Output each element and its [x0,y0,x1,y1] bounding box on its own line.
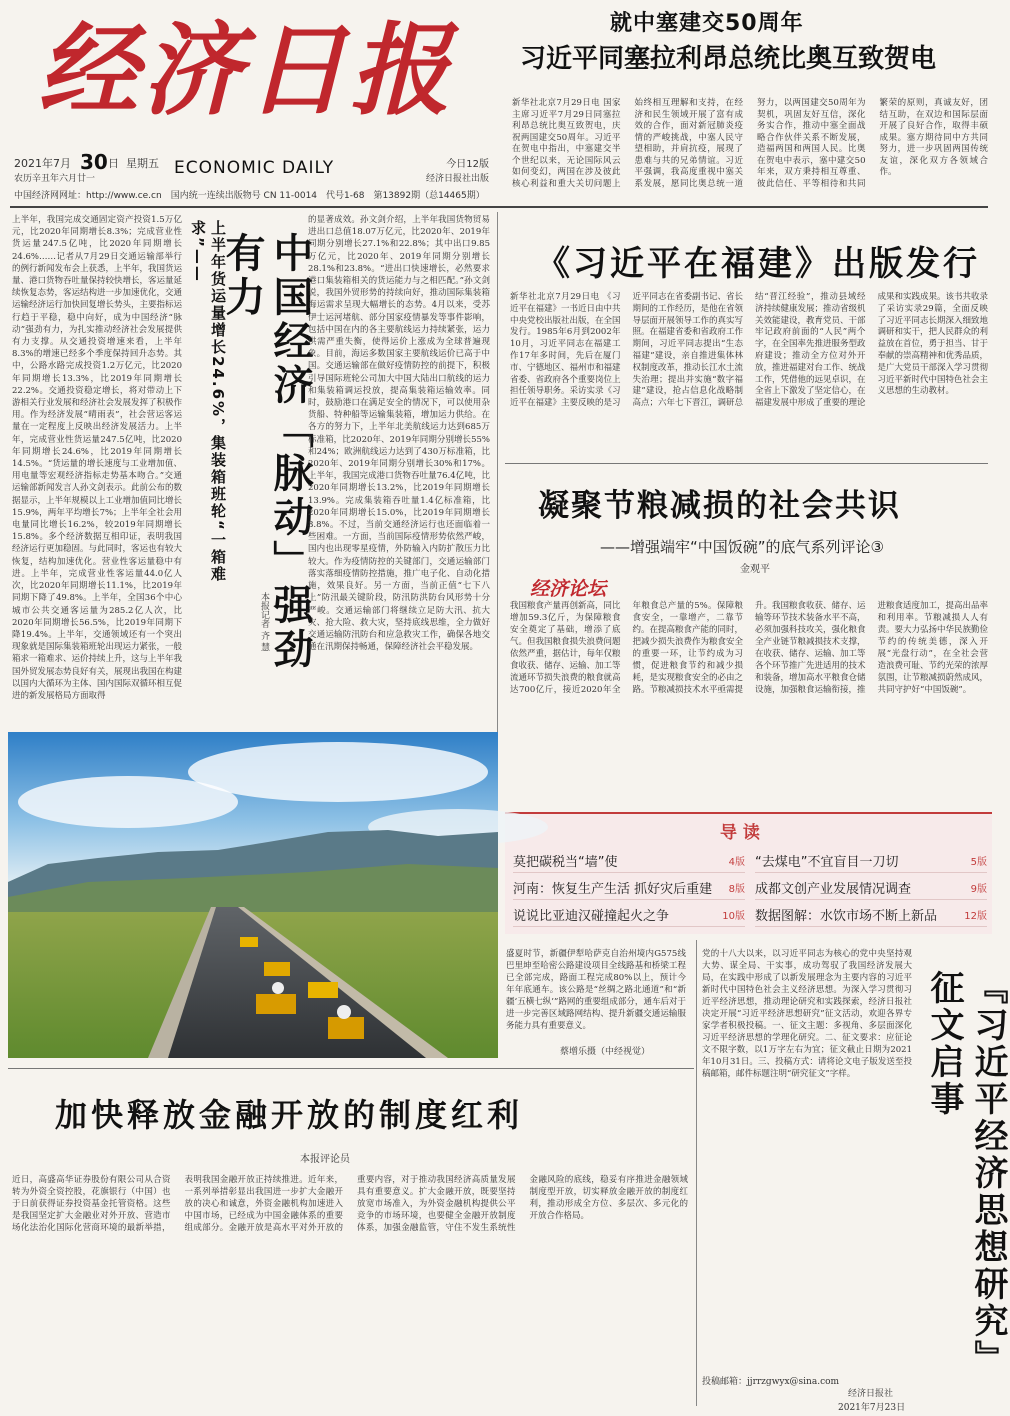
photo-caption: 盛夏时节，新疆伊犁哈萨克自治州境内G575线巴里坤至哈密公路建设项目全线路基和桥梁工程已全部完成，路面工程完成80%以上，预计今年年底通车。该公路是“丝绸之路北通道”和“新疆‘五横七纵’”路网的重要组成部分，通车后对于进一步完善区域路网结构、提升新疆交通运输服务能力具有重要意义。 [506,949,686,1031]
essay-body: 党的十八大以来，以习近平同志为核心的党中央坚持观大势、谋全局、干实事，成功驾驭了我国经济发展大局，在实践中形成了以新发展理念为主要内容的习近平新时代中国特色社会主义经济思想。为深入学习贯彻习近平经济思想，推动理论研究和实践探索，经济日报社决定开展“习近平经济思想研究”征文活动，欢迎各界专家学者积极投稿。一、征文主题：多视角、多层面深化习近平经济思想的学理化研究。二、征文要求：应征论文不限字数，以1万字左右为宜；征文截止日期为2021年10月31日。三、投稿方式：请将论文电子版发送至投稿邮箱，邮件标题注明“研究征文”字样。 [702,949,912,1079]
commentary-body: 我国粮食产量再创新高，同比增加59.3亿斤，为保障粮食安全奠定了基础，增添了底气。但我国粮食损失浪费问题依然严重，据估计，每年仅粮食收获、储存、运输、加工等流通环节损失浪费的粮食就高达700亿斤，接近2020年全年粮食总产量的5%。保障粮食安全，一靠增产，二靠节约。在提高粮食产能的同时，把减少损失浪费作为粮食安全的重要一环，让节约成为习惯，促进粮食节约和减少损耗，是实现粮食安全的必由之路。节粮减损技术水平亟需提升。我国粮食收获、储存、运输等环节技术装备水平不高，必须加强科技攻关，强化粮食全产业链节粮减损技术支撑，在收获、储存、运输、加工等各个环节推广先进适用的技术和装备，增加高水平粮食仓储设施，加强粮食运输衔接，推进粮食适度加工，提高出品率和利用率。节粮减损人人有责。要大力弘扬中华民族勤俭节约的传统美德，深入开展“光盘行动”，在全社会营造浪费可耻、节约光荣的浓厚氛围，让节粮减损蔚然成风，共同守护好“中国饭碗”。 [510,601,989,695]
finance-headline: 加快释放金融开放的制度红利 [55,1096,524,1134]
essay-email: 投稿邮箱：jjrrzgwyx@sina.com [702,1377,840,1387]
economy-col2: 的显著成效。孙文剑介绍，上半年我国货物贸易进出口总值18.07万亿元，比2020年、2019年同期分别增长27.1%和22.8%；其中出口9.85万亿元，比2020年、2019年同期分别增长28.1%和23.8%。“进出口快速增长，必然要求港口集装箱相关的货运能力与之相匹配。”孙文剑说，我国外贸形势的持续向好，推动国际集装箱海运需求呈现大幅增长的态势。4月以来，受苏伊士运河堵航、部分国家疫情暴发等事件影响，包括中国在内的各主要航线运力持续紧张，运力供需严重失衡，使得运价上涨成为全球普遍现象。目前，海运多数国家主要航线运价已高于中国。交通运输部在做好疫情防控的前提下，积极引导国际班轮公司加大中国大陆出口航线的运力和集装箱调运投放，提高集装箱运输效率。同时，鼓励港口在满足安全的情况下，可以使用杂货船、特种船等运输集装箱，增加运力供给。在各方的努力下，上半年北美航线运力达到685万标准箱，比2020年、2019年同期分别增长55%和24%；欧洲航线运力达到了430万标准箱，比2020年、2019年同期分别增长30%和17%。上半年，我国完成港口货物吞吐量76.4亿吨，比2020年同期增长13.2%，比2019年同期增长13.9%。完成集装箱吞吐量1.4亿标准箱，比2020年同期增长15.0%，比2019年同期增长8.8%。不过，当前交通经济运行也还面临着一些困难。一方面，当前国际疫情形势依然严峻，国内也出现零星疫情，外防输入内防扩散压力比较大。作为疫情防控的关键部门，交通运输部门落实落细疫情防控措施，推广电子化、自动化措施，效果良好。另一方面，当前正值“七下八上”防汛最关键阶段，防汛防洪防台风形势十分严峻。交通运输部门将继续立足防大汛、抗大灾、抢大险、救大灾，坚持底线思维，全力做好交通运输防汛防台和应急救灾工作，确保各地交通在汛期保持畅通，保障经济社会平稳发展。 [308,215,490,653]
machine-cab [272,982,284,994]
commentary-author: 金观平 [740,564,770,575]
divider-fujian [505,463,988,464]
photo-credit: 蔡增乐摄（中经视觉） [560,1047,651,1057]
masthead-logo [10,2,490,152]
roller-machine [308,982,338,998]
toc-item-label: 河南：恢复生产生活 抓好灾后重建 [513,881,713,897]
essay-date: 2021年7月23日 [838,1403,906,1413]
toc-item-page: 5版 [970,856,987,868]
masthead-date-row [14,152,489,182]
toc-item-label: 数据图解：水饮市场不断上新品 [755,908,938,924]
toc-item-page: 9版 [970,883,987,895]
fujian-headline: 《习近平在福建》出版发行 [536,244,980,284]
commentary-column-label: 经济论坛 [530,578,607,600]
roller-machine [264,962,290,976]
lunar-date: 农历辛丑年六月廿一 [14,174,96,184]
toc-item[interactable] [755,848,987,873]
toc-box [505,812,992,934]
toc-item-page: 8版 [728,883,745,895]
machine-cab [337,1005,351,1019]
commentary-headline: 凝聚节粮减损的社会共识 [538,488,901,524]
paver-machine [256,994,296,1014]
english-name: ECONOMIC DAILY [174,158,335,178]
road-construction-photo [8,732,498,1058]
toc-item-page: 4版 [728,856,745,868]
essay-signature: 经济日报社 [848,1389,894,1399]
toc-item-page: 10版 [722,910,745,922]
toc-item-label: 成都文创产业发展情况调查 [755,881,912,897]
toc-item[interactable] [513,848,745,873]
toc-item[interactable] [513,875,745,900]
toc-item-label: 说说比亚迪汉碰撞起火之争 [513,908,670,924]
weekday: 星期五 [126,157,159,170]
toc-item-page: 12版 [964,910,987,922]
toc-item[interactable] [755,875,987,900]
economy-headline: 中国经济「脉动」强劲有力 [219,232,313,672]
commentary-subtitle: ——增强端牢“中国饭碗”的底气系列评论③ [600,538,884,556]
date-day-suffix: 日 [108,157,119,170]
date-prefix: 2021年7月 [14,157,71,170]
date-day: 30 [80,150,108,174]
toc-title: 导 读 [720,823,760,843]
page-count: 今日12版 [446,159,489,170]
top-story-kicker: 就中塞建交50周年 [610,11,804,36]
website-bar [14,189,494,203]
economy-byline: 本报记者 齐 慧 [259,592,269,652]
toc-item[interactable] [513,902,745,927]
toc-item[interactable] [755,902,987,927]
finance-byline: 本报评论员 [300,1154,350,1165]
divider-left-right [497,212,498,732]
roller-machine [328,1017,364,1039]
finance-body: 近日，高盛高华证券股份有限公司从合资转为外资全资控股，花旗银行（中国）也于日前获得证券投资基金托管资格。这些是我国坚定扩大金融业对外开放、营造市场化法治化国际化营商环境的最新举措，表明我国金融开放正持续推进。近年来，一系列举措彰显出我国进一步扩大金融开放的决心和诚意，外资金融机构加速进入中国市场，已经成为中国金融体系的重要组成部分。金融开放是高水平对外开放的重要内容，对于推动我国经济高质量发展具有重要意义。扩大金融开放，既要坚持放宽市场准入，为外资金融机构提供公平竞争的市场环境，也要健全金融开放制度体系，加强金融监管，守住不发生系统性金融风险的底线，稳妥有序推进金融领域制度型开放，切实释放金融开放的制度红利，推动形成全方位、多层次、多元化的开放合作格局。 [12,1175,688,1233]
roller-machine [240,937,258,947]
divider-photo-essay [696,940,697,1406]
top-story-headline: 习近平同塞拉利昂总统比奥互致贺电 [520,44,937,74]
publisher: 经济日报社出版 [425,174,489,184]
divider-finance [8,1068,694,1069]
essay-headline: 『习近平经济思想研究』征文启事 [924,970,1008,1377]
fujian-body: 新华社北京7月29日电 《习近平在福建》一书近日由中共中央党校出版社出版，在全国发行。1985年6月到2002年10月，习近平同志在福建工作17年多时间，先后在厦门市、宁德地区、福州市和福建省委、省政府各个重要岗位上担任领导职务。采访实录《习近平在福建》主要反映的是习近平同志在省委副书记、省长期间的工作经历，是他在省领导层面开展领导工作的真实写照。在福建省委和省政府工作期间，习近平同志提出“生态福建”建设，亲自推进集体林权制度改革，推动长江水土流失治理；提出并实施“数字福建”建设，抢占信息化战略制高点；六年七下晋江，调研总结“晋江经验”，推动县域经济持续健康发展；推动省级机关效能建设，教育党员、干部牢记政府前面的“人民”两个字，在全国率先推进服务型政府建设；推动全方位对外开放，推进福建对台工作、统战工作，凭借他的远见卓识，在全省上下激发了坚定信心，在福建发展中形成了重要的理论成果和实践成果。该书共收录了采访实录29篇，全面反映了习近平同志长期深入细致地调研和实干，把人民群众的利益放在首位，勇于担当、甘于奉献的崇高精神和优秀品质，是广大党员干部深入学习贯彻习近平新时代中国特色社会主义思想的生动教材。 [510,292,989,409]
toc-item-label: “去煤电”不宜盲目一刀切 [755,854,899,870]
photo-illustration [8,732,498,1058]
toc-item-label: 莫把碳税当“墙”使 [513,854,618,870]
website-text: 中国经济网网址：http://www.ce.cn 国内统一连续出版物号 CN 11-0014 代号1-68 第13892期（总14465期） [14,191,485,201]
logo-text: 经济日报 [38,11,454,129]
economy-subheadline: 上半年货运量增长24.6%，集装箱班轮“一箱难求”—— [189,220,227,583]
cloud [188,742,488,802]
masthead-rule [10,206,988,208]
economy-col1: 上半年，我国完成交通固定资产投资1.5万亿元，比2020年同期增长8.3%；完成营业性货运量247.5亿吨，比2020年同期增长24.6%……记者从7月29日交通运输部举行的例行新闻发布会上获悉，上半年，我国货运量、港口货物吞吐量保持较快增长，客运量延续恢复态势，客运结构进一步加速优化，交通运输经济运行加快回复增长势头，主要指标运行趋于平稳，稳中向好，成为中国经济“脉动”强劲有力，为扎实推动经济社会发展提供有力支撑。从交通投资增速来看，上半年8.3%的增速已经多个季度保持回升态势。其中，公路水路完成投资1.2万亿元，比2020年同期增长13.3%，比2019年同期增长22.2%。交通投资稳定增长，将对带动上下游相关行业发展和经济社会发展发挥了积极作用。作为经济发展“晴雨表”，社会营运客运量在一定程度上反映出经济发展活力。上半年，完成营业性货运量247.5亿吨，比2020年同期增长24.6%，比2019年同期增长14.5%。“货运量的增长速度与工业增加值、用电量等宏观经济指标走势基本吻合。”交通运输部新闻发言人孙文剑表示。此前公布的数据显示，上半年规模以上工业增加值同比增长15.9%，两年平均增长7%；上半年全社会用电量同比增长16.2%，较2019年同期增长15.8%。多个经济数据互相印证，表明我国经济运行更加稳固。与此同时，客运也有较大恢复，结构加速优化。营业性客运量稳中有进。上半年，完成营业性客运量44.0亿人次，比2020年同期增长11.1%，比2019年同期下降了49.8%。上半年，全国36个中心城市公共交通客运量为285.2亿人次，比2020年同期增长56.5%，比2019年同期下降19.4%。上半年，交通领域还有一个突出现象就是国际集装箱班轮出现运力紧张，一般箱求一箱难求、运价持续上升，这与上半年我国外贸发展态势良好有关，展现出我国在构建以国内大循环为主体、国内国际双循环相互促进的新发展格局方面取得 [12,215,183,701]
top-story-body: 新华社北京7月29日电 国家主席习近平7月29日同塞拉利昂总统比奥互致贺电，庆祝两国建交50周年。习近平在贺电中指出，中塞建交半个世纪以来，无论国际风云如何变幻，两国在涉及彼此核心利益和重大关切问题上始终相互理解和支持，在经济和民生领域开展了富有成效的合作，面对新冠肺炎疫情的严峻挑战，中塞人民守望相助，并肩抗疫，展现了患难与共的兄弟情谊。习近平强调，我高度重视中塞关系发展，愿同比奥总统一道努力，以两国建交50周年为契机，巩固友好互信，深化务实合作，推动中塞全面战略合作伙伴关系不断发展，造福两国和两国人民。比奥在贺电中表示，塞中建交50年来，双方秉持相互尊重、彼此信任、平等相待和共同繁荣的原则，真诚友好，团结互助，在双边和国际层面开展了良好合作，取得丰硕成果。塞方期待同中方共同努力，进一步巩固两国传统友谊，深化双方各领域合作。 [512,98,988,189]
